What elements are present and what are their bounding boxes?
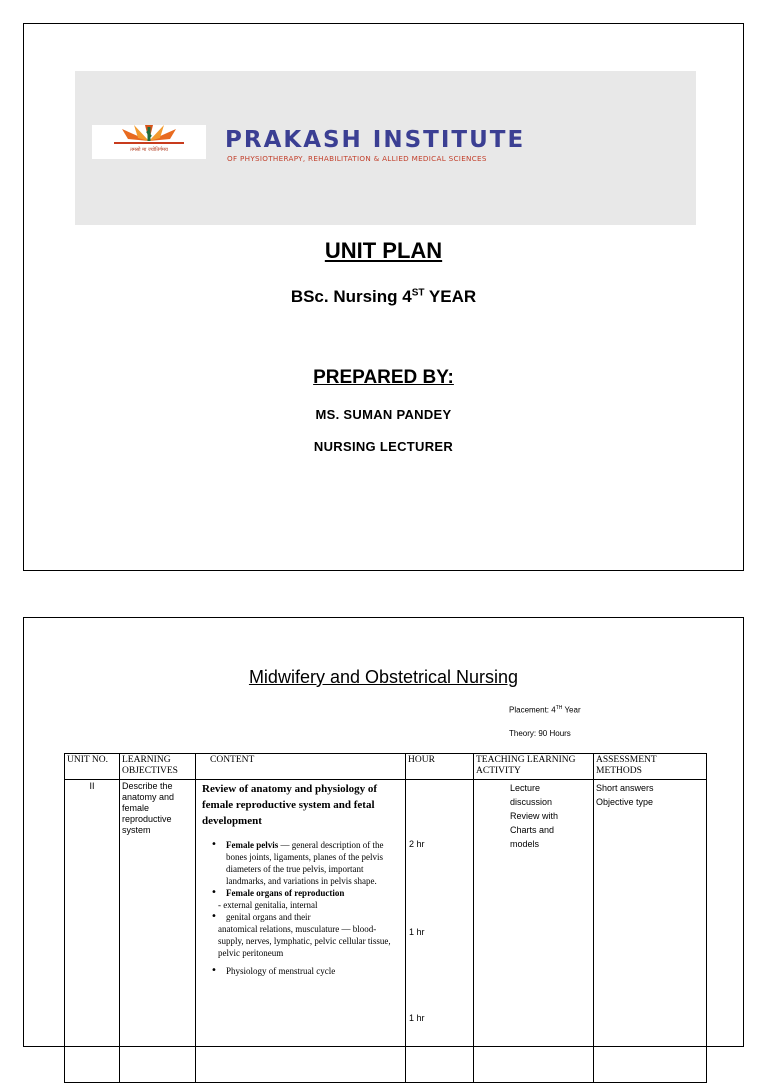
institute-banner xyxy=(75,71,696,225)
placement-prefix: Placement: 4 xyxy=(509,705,556,715)
assessment-line: Short answers xyxy=(596,783,654,793)
header-assessment: ASSESSMENT METHODS xyxy=(594,754,707,780)
document-title: UNIT PLAN xyxy=(324,238,443,263)
content-list xyxy=(202,965,403,977)
author-name: MS. SUMAN PANDEY xyxy=(315,407,452,422)
subject-title: Midwifery and Obstetrical Nursing xyxy=(248,667,519,687)
table-header-row xyxy=(65,754,707,780)
institute-emblem xyxy=(92,125,206,159)
content-heading: Review of anatomy and physiology of female reproductive system and fetal development xyxy=(202,783,378,827)
hour-value: 1 hr xyxy=(409,1013,425,1023)
cell-content xyxy=(196,780,406,1083)
header-unit: UNIT NO. xyxy=(65,754,120,780)
unit-plan-page xyxy=(23,617,744,1047)
cell-hours xyxy=(406,780,474,1083)
activity-line: Charts and xyxy=(510,825,555,835)
course-line xyxy=(24,287,743,307)
content-list xyxy=(202,911,403,923)
activity-line: discussion xyxy=(510,797,553,807)
author-role: NURSING LECTURER xyxy=(313,439,454,454)
item-reproduction-title: Female organs of reproduction xyxy=(226,888,345,898)
cell-assessment xyxy=(594,780,707,1083)
list-item xyxy=(226,839,403,887)
item-genital-organs-text: anatomical relations, musculature — blood- supply, nerves, lymphatic, pelvic cellular tissue, pelvic peritoneum xyxy=(218,924,391,958)
hour-value: 1 hr xyxy=(409,927,425,937)
cell-unit: II xyxy=(65,780,120,1083)
institute-subtitle: OF PHYSIOTHERAPY, REHABILITATION & ALLIED MEDICAL SCIENCES xyxy=(227,154,487,163)
item-female-pelvis-text: — general description of the bones joints, ligaments, planes of the pelvis diameters of the true pelvis, important landmarks, and variations in pelvis shape. xyxy=(226,840,384,886)
header-hour: HOUR xyxy=(406,754,474,780)
item-reproduction-text: - external genitalia, internal xyxy=(218,900,318,910)
emblem-icon xyxy=(92,125,206,159)
hour-value: 2 hr xyxy=(409,839,425,849)
list-item: • Physiology of menstrual cycle xyxy=(226,965,403,977)
activity-line: Review with xyxy=(510,811,559,821)
cell-objectives: Describe the anatomy and female reproductive system xyxy=(120,780,196,1083)
unit-plan-table xyxy=(64,753,707,1083)
placement-info xyxy=(509,705,581,715)
list-item: • genital organs and their xyxy=(226,911,403,923)
list-item xyxy=(226,887,403,899)
theory-hours: Theory: 90 Hours xyxy=(509,729,571,738)
institute-name: PRAKASH INSTITUTE xyxy=(225,127,526,153)
header-content: CONTENT xyxy=(196,754,406,780)
item-female-pelvis-title: Female pelvis xyxy=(226,840,279,850)
placement-ordinal: TH xyxy=(555,705,563,711)
cell-activity xyxy=(474,780,594,1083)
assessment-line: Objective type xyxy=(596,797,654,807)
course-prefix: BSc. Nursing 4 xyxy=(290,287,412,306)
content-list xyxy=(202,839,403,899)
emblem-tagline: तमसो मा ज्योतिर्गमय xyxy=(130,147,168,153)
activity-line: Lecture xyxy=(510,783,541,793)
table-row xyxy=(65,780,707,1083)
header-activity: TEACHING LEARNING ACTIVITY xyxy=(474,754,594,780)
course-suffix: YEAR xyxy=(424,287,477,306)
cover-page xyxy=(23,23,744,571)
header-objectives: LEARNING OBJECTIVES xyxy=(120,754,196,780)
placement-suffix: Year xyxy=(562,705,581,715)
course-ordinal: ST xyxy=(411,287,425,299)
prepared-by-label: PREPARED BY: xyxy=(313,367,454,388)
activity-line: models xyxy=(510,839,540,849)
